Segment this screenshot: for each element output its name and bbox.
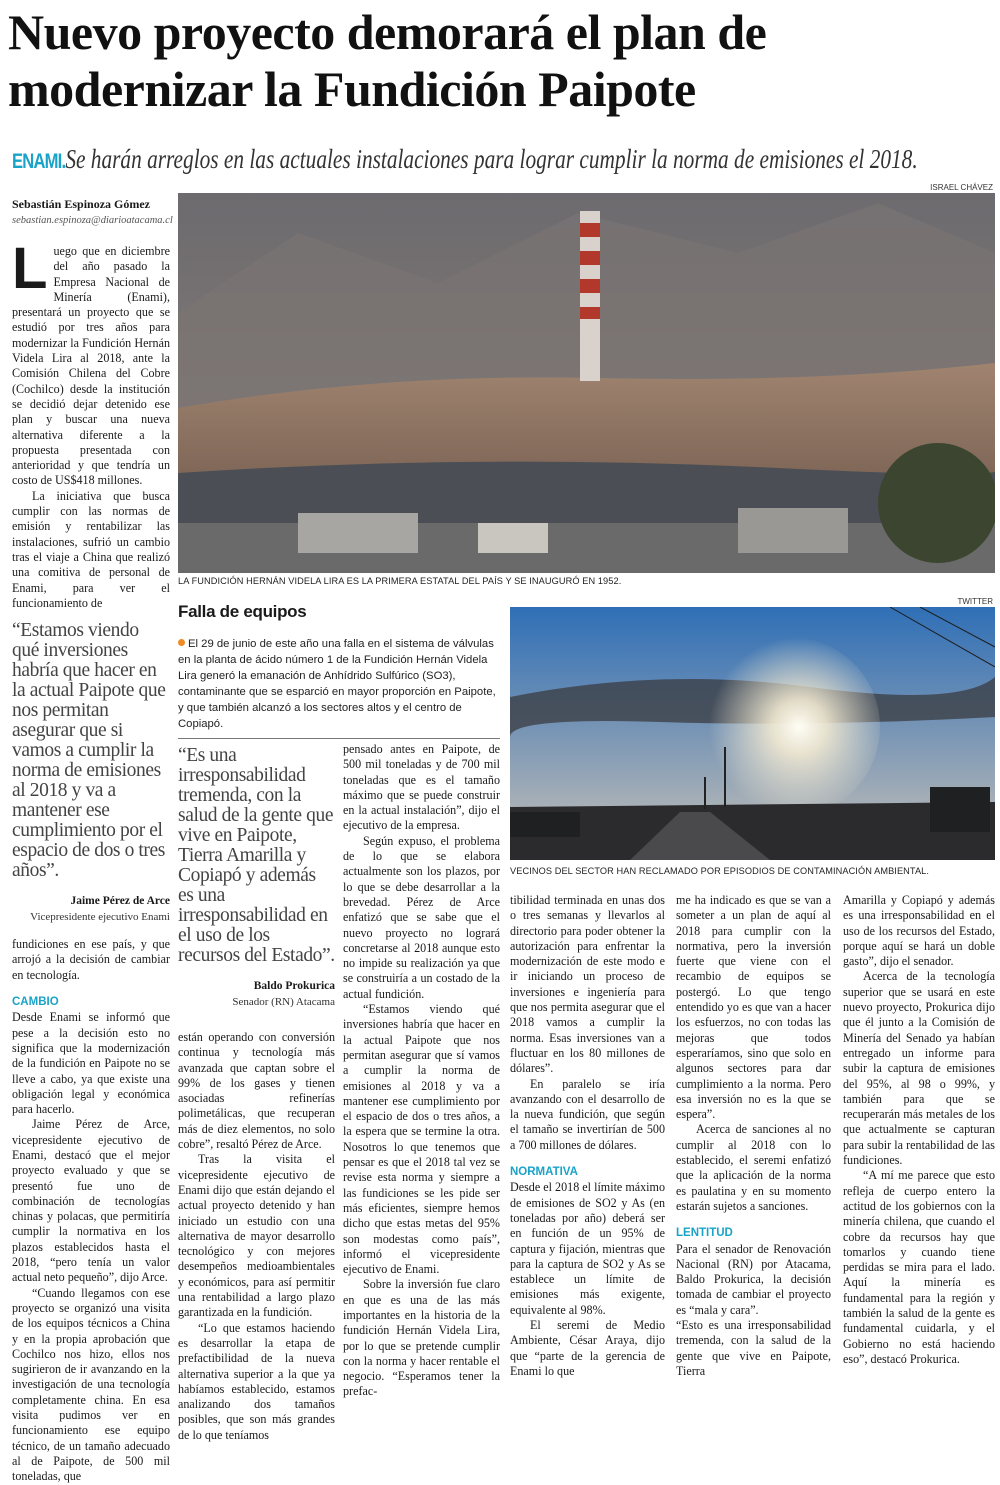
subhead-text: Se harán arreglos en las actuales instalaciones para lograr cumplir la norma de emisiones el 2018. bbox=[65, 144, 918, 174]
paragraph bbox=[12, 236, 170, 489]
paragraph: La iniciativa que busca cumplir con las normas de emisión y rentabilizar las instalaciones, sufrió un cambio tras el viaje a China que realizó una comitiva de personal de Enami, para ver el funcionamiento de bbox=[12, 488, 170, 610]
trucks bbox=[510, 812, 580, 837]
paragraph: “Lo que estamos haciendo es desarrollar la etapa de prefactibilidad de la nueva alternativa superior a la que ya habíamos establecido, estamos analizando dos tamaños posibles, que son más grandes de lo que teníamos bbox=[178, 1320, 335, 1442]
photo1-caption: LA FUNDICIÓN HERNÁN VIDELA LIRA ES LA PRIMERA ESTATAL DEL PAÍS Y SE INAUGURÓ EN 1952. bbox=[178, 576, 622, 586]
column-1 bbox=[12, 236, 170, 1485]
paragraph: En paralelo se iría avanzando con el desarrollo de la nueva fundición, que según el tamaño se invertirían de 500 a 700 millones de dólares. bbox=[510, 1076, 665, 1152]
headline-line-2: modernizar la Fundición Paipote bbox=[8, 61, 696, 117]
pollution-photo bbox=[510, 607, 995, 860]
box-text bbox=[178, 636, 500, 732]
section-heading: NORMATIVA bbox=[510, 1166, 578, 1179]
box-body: El 29 de junio de este año una falla en el sistema de válvulas en la planta de ácido número 1 de la Fundición Hernán Videla Lira generó la emanación de Anhídrido Sulfúrico (SO3), contaminante que se esparció en mayor proporción en Paipote, y que también alcanzó a los sectores altos y el centro de Copiapó. bbox=[178, 638, 496, 730]
paragraph: Jaime Pérez de Arce, vicepresidente ejecutivo de Enami, destacó que el mejor proyecto evaluado y que se presentó fue uno de combinación de tecnologías chinas y polacas, que permitiría cumplir la normativa en los plazos establecidos hasta el 2018, “pero tenía un valor actual neto pequeño”, dijo Arce. bbox=[12, 1117, 170, 1285]
paragraph: Acerca de la tecnología superior que se usará en este nuevo proyecto, Prokurica dijo que él junto a la Comisión de Minería del Senado ya habían entregado un informe para subir la captura de emisiones del 95%, al 98 o 99%, y también para que se recuperarán más metales de los que actualmente se capturan para subir la rentabilidad de las fundiciones. bbox=[843, 969, 995, 1168]
paragraph: pensado antes en Paipote, de 500 mil toneladas y de 700 mil toneladas que es el tamaño máximo que se puede construir en la actual instalación”, dijo el ejecutivo de la empresa. bbox=[343, 742, 500, 833]
chimney bbox=[580, 211, 600, 381]
column-1-bottom bbox=[12, 937, 170, 1484]
paragraph: El seremi de Medio Ambiente, César Araya, dijo que “parte de la gerencia de Enami lo que bbox=[510, 1318, 665, 1378]
paragraph: Acerca de sanciones al no cumplir al 2018 con lo establecido, el seremi enfatizó que la aplicación de la norma es paulatina y en su momento estarán sujetos a sanciones. bbox=[676, 1122, 831, 1213]
paragraph: “Estamos viendo qué inversiones habría que hacer en la actual Paipote que nos permitan asegurar que sí vamos a cumplir la norma de emisiones al 2018 y va a mantener ese cumplimiento por el espacio de dos o tres años, a la espera que se termine la otra. Nosotros lo que tenemos que pensar es que el 2018 tal vez se revise esta norma y siempre a las fundiciones se les pide ser más eficientes, siempre hemos dicho que estas metas del 95% son modestas como país”, informó el vicepresidente ejecutivo de Enami. bbox=[343, 1002, 500, 1277]
quote-role: Vicepresidente ejecutivo Enami bbox=[30, 911, 170, 924]
paragraph: Desde Enami se informó que pese a la decisión esto no significa que la modernización de la fundición en Paipote no se lleve a cabo, ya que existe una obligación legal y económica para hacerlo. bbox=[12, 1010, 170, 1117]
section-heading: CAMBIO bbox=[12, 996, 59, 1009]
paragraph: Según expuso, el problema de lo que se elabora actualmente son los plazos, por lo que se debe desarrollar a la brevedad. Pérez de Arce enfatizó que se sabe que el nuevo proyecto no logrará concretarse al 2018 aunque esto no impide su realización ya que se construiría a un costado de la actual fundición. bbox=[343, 833, 500, 1001]
paragraph: Amarilla y Copiapó y además es una irresponsabilidad en el uso de los recursos del Estado, porque aquí se hará un doble gasto”, dijo el senador. bbox=[843, 893, 995, 969]
paragraph: “Esto es una irresponsabilidad tremenda, con la salud de la gente que vive en Paipote, Tierra bbox=[676, 1318, 831, 1378]
pull-quote-perez bbox=[12, 621, 170, 923]
column-3 bbox=[343, 742, 500, 1443]
column-1-top bbox=[12, 236, 170, 611]
paragraph: “Cuando llegamos con ese proyecto se organizó una visita de los equipos técnicos a China y en la propia aprobación que Cochilco nos hizo, ellos nos sugirieron de ir avanzando en la investigación de una tecnología completamente china. En esa visita pudimos ver en funcionamiento ese equipo técnico, de un tamaño adecuado al de Paipote, de 500 mil toneladas, que bbox=[12, 1285, 170, 1484]
byline bbox=[12, 197, 172, 226]
middle-columns bbox=[178, 742, 500, 1443]
quote-text: “Estamos viendo qué inversiones habría que hacer en la actual Paipote que nos permitan asegurar que si vamos a cumplir la norma de emisiones al 2018 y va a mantener ese cumplimiento por el espacio de dos o tres años”. bbox=[12, 620, 166, 882]
quote-text: “Es una irresponsabilidad tremenda, con la salud de la gente que vive en Paipote, Tierra Amarilla y Copiapó y además es una irresponsabilidad en el uso de los recursos del Estado”. bbox=[178, 745, 335, 966]
column-6 bbox=[843, 893, 995, 1367]
quote-name: Jaime Pérez de Arce bbox=[70, 895, 170, 908]
paragraph: Para el senador de Renovación Nacional (RN) por Atacama, Baldo Prokurica, la decisión tomada de cambiar el proyecto es “mala y cara”. bbox=[676, 1241, 831, 1317]
divider bbox=[178, 738, 500, 739]
subheadline bbox=[12, 144, 918, 175]
section-heading: LENTITUD bbox=[676, 1227, 733, 1240]
paragraph: están operando con conversión continua y tecnología más avanzada que captan sobre el 99% de los gases y tienen asociadas refinerías polimetálicas, que recuperan más de diez elementos, no solo cobre”, resaltó Pérez de Arce. bbox=[178, 1030, 335, 1152]
middle-section bbox=[178, 602, 500, 1443]
trees bbox=[878, 443, 995, 563]
drop-cap: L bbox=[12, 236, 48, 301]
paragraph: “A mí me parece que esto refleja de cuerpo entero la actitud de los gobiernos con la minería chilena, que cuando el cobre da recursos hay que tomarlos y cuando tiene perdidas se mira para el lado. Aquí la minería es fundamental para la región y también la salud de la gente es fundamental cuidarla, y el Gobierno no está haciendo eso”, destacó Prokurica. bbox=[843, 1168, 995, 1366]
paragraph: me ha indicado es que se van a someter a un plan de aquí al 2018 para cumplir con la normativa, pero la inversión fuerte que viene con el recambio de equipos se postergó. Lo que tengo entendido yo es que van a hacer los esfuerzos, no con todas las mejoras que todos esperaríamos, sino que solo en algunos sectores para dar cumplimiento a la norma. Pero esa inversión no es la que se espera”. bbox=[676, 893, 831, 1122]
photo2-caption: VECINOS DEL SECTOR HAN RECLAMADO POR EPISODIOS DE CONTAMINACIÓN AMBIENTAL. bbox=[510, 866, 930, 876]
quote-role: Senador (RN) Atacama bbox=[232, 996, 335, 1008]
paragraph: Sobre la inversión fue claro en que es una de las más importantes en la historia de la fundición Hernán Videla Lira, por lo que se pretende cumplir con la norma y hacer rentable el negocio. “Esperamos tener la prefac- bbox=[343, 1277, 500, 1399]
paragraph: tibilidad terminada en unas dos o tres semanas y llevarlos al directorio para poder obtener la autorización para enfrentar la modernización de este modo e ir iniciando un proceso de inversiones e ingeniería para que nos permita asegurar que el 2018 vamos a cumplir la norma. Esas inversiones van a fluctuar en los 80 millones de dólares”. bbox=[510, 893, 665, 1076]
quote-name: Baldo Prokurica bbox=[253, 980, 335, 992]
trucks bbox=[930, 787, 990, 832]
column-5 bbox=[676, 893, 831, 1379]
bullet-icon bbox=[178, 639, 185, 646]
photo2-credit: TWITTER bbox=[957, 597, 993, 606]
photo1-credit: ISRAEL CHÁVEZ bbox=[930, 183, 993, 192]
paragraph: Desde el 2018 el límite máximo de emisiones de SO2 y As (en toneladas por año) deberá ser en función de un 95% de captura y fijación, mientras que para la captura de SO2 y As se establece un límite de emisiones más exigente, equivalente al 98%. bbox=[510, 1180, 665, 1317]
column-4 bbox=[510, 893, 665, 1379]
paragraph: Tras la visita el vicepresidente ejecutivo de Enami dijo que están dejando el actual proyecto detenido y han iniciado un estudio con una alternativa de mayor desarrollo tecnológico y con mejores desempeños medioambientales y económicos, para así permitir una rentabilidad a largo plazo garantizada en la fundición. bbox=[178, 1152, 335, 1320]
column-2 bbox=[178, 1030, 335, 1443]
pull-quote-prokurica bbox=[178, 746, 335, 1008]
author-name: Sebastián Espinoza Gómez bbox=[12, 197, 151, 211]
headline bbox=[8, 4, 998, 118]
lead-text: uego que en diciembre del año pasado la Empresa Nacional de Minería (Enami), presentará un proyecto que se estudió por tres años para modernizar la Fundición Hernán Videla Lira al 2018, ante la Comisión Chilena del Cobre (Cochilco) desde la institución se decidió dejar detenido ese plan y buscar una nueva alternativa diferente a la propuesta presentada con anterioridad y que tendría un costo de US$418 millones. bbox=[12, 244, 170, 488]
smelter-photo bbox=[178, 193, 995, 573]
author-email: sebastian.espinoza@diarioatacama.cl bbox=[12, 215, 173, 226]
box-title: Falla de equipos bbox=[178, 602, 307, 621]
sun bbox=[700, 637, 880, 817]
middle-left-column bbox=[178, 742, 335, 1443]
paragraph: fundiciones en ese país, y que arrojó a la decisión de cambiar en tecnología. bbox=[12, 937, 170, 982]
headline-line-1: Nuevo proyecto demorará el plan de bbox=[8, 4, 767, 60]
subhead-kicker: ENAMI. bbox=[12, 150, 66, 173]
